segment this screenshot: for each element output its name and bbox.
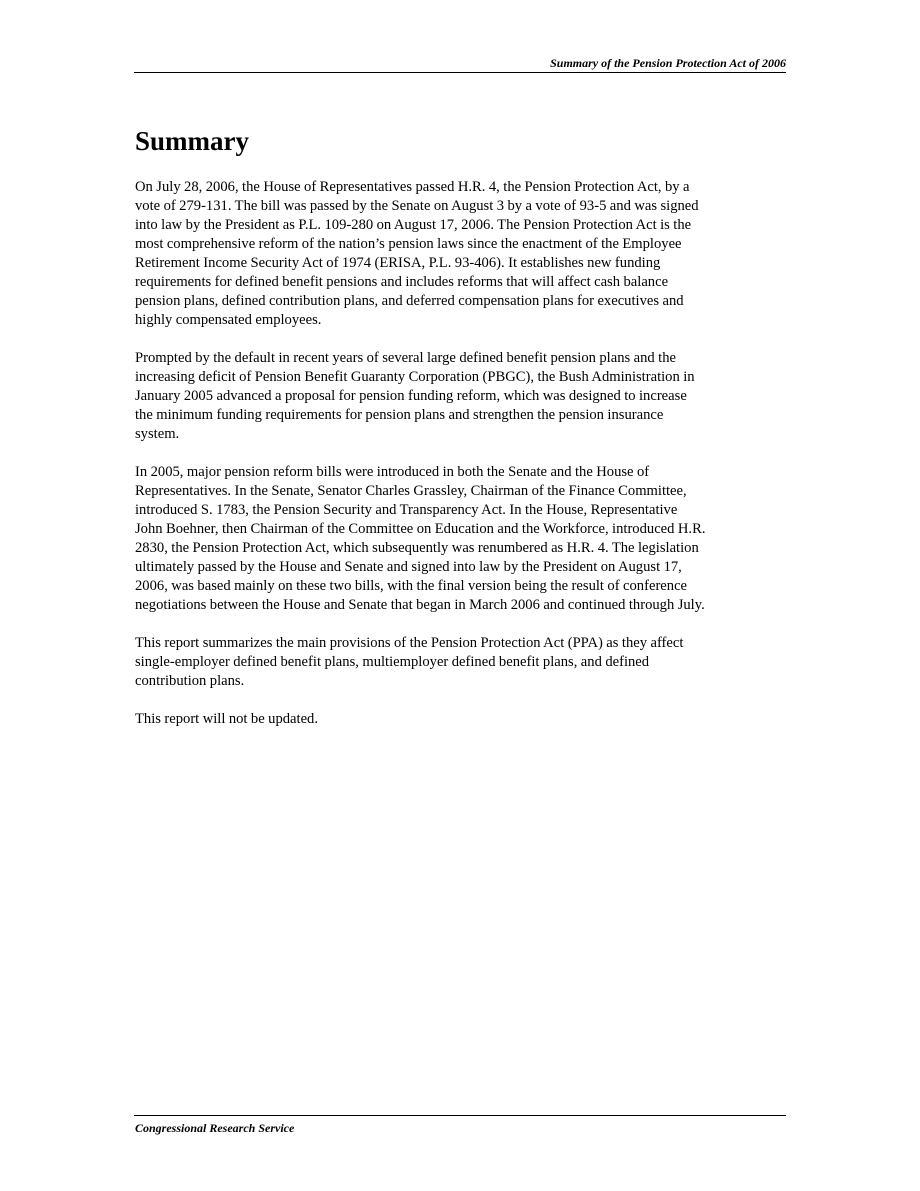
text-line: John Boehner, then Chairman of the Committee on Education and the Workforce, introduced H.R.: [135, 521, 706, 537]
text-line: This report summarizes the main provisions of the Pension Protection Act (PPA) as they affect: [135, 635, 684, 651]
footer-publisher: Congressional Research Service: [135, 1121, 295, 1135]
text-line: Representatives. In the Senate, Senator Charles Grassley, Chairman of the Finance Committee,: [135, 483, 687, 499]
text-line: This report will not be updated.: [135, 711, 319, 727]
text-line: negotiations between the House and Senate that began in March 2006 and continued through July.: [135, 597, 705, 613]
text-line: 2830, the Pension Protection Act, which subsequently was renumbered as H.R. 4. The legislation: [135, 540, 699, 556]
page-title: Summary: [135, 126, 249, 156]
text-line: single-employer defined benefit plans, multiemployer defined benefit plans, and defined: [135, 654, 650, 670]
running-header: [134, 56, 786, 73]
paragraph-update-note: [135, 710, 795, 729]
text-line: 2006, was based mainly on these two bills, with the final version being the result of conference: [135, 578, 688, 594]
text-line: contribution plans.: [135, 673, 245, 689]
text-line: the minimum funding requirements for pension plans and strengthen the pension insurance: [135, 407, 664, 423]
text-line: highly compensated employees.: [135, 312, 322, 328]
paragraph-scope: [135, 634, 795, 691]
text-line: introduced S. 1783, the Pension Security and Transparency Act. In the House, Representative: [135, 502, 678, 518]
summary-body: [135, 178, 795, 748]
text-line: into law by the President as P.L. 109-280 on August 17, 2006. The Pension Protection Act is the: [135, 217, 692, 233]
text-line: January 2005 advanced a proposal for pension funding reform, which was designed to increase: [135, 388, 687, 404]
text-line: Prompted by the default in recent years of several large defined benefit pension plans and the: [135, 350, 676, 366]
paragraph-legislative-history: [135, 463, 795, 615]
text-line: most comprehensive reform of the nation’s pension laws since the enactment of the Employee: [135, 236, 682, 252]
text-line: pension plans, defined contribution plans, and deferred compensation plans for executives and: [135, 293, 684, 309]
paragraph-enactment: [135, 178, 795, 330]
text-line: increasing deficit of Pension Benefit Guaranty Corporation (PBGC), the Bush Administration in: [135, 369, 695, 385]
text-line: Retirement Income Security Act of 1974 (ERISA, P.L. 93-406). It establishes new funding: [135, 255, 661, 271]
text-line: system.: [135, 426, 180, 442]
running-footer: [134, 1115, 786, 1135]
paragraph-background: [135, 349, 795, 444]
text-line: ultimately passed by the House and Senate and signed into law by the President on August 17,: [135, 559, 682, 575]
text-line: In 2005, major pension reform bills were introduced in both the Senate and the House of: [135, 464, 650, 480]
running-header-title: Summary of the Pension Protection Act of 2006: [550, 56, 786, 70]
text-line: On July 28, 2006, the House of Representatives passed H.R. 4, the Pension Protection Act, by a: [135, 179, 690, 195]
text-line: vote of 279-131. The bill was passed by the Senate on August 3 by a vote of 93-5 and was signed: [135, 198, 699, 214]
text-line: requirements for defined benefit pensions and includes reforms that will affect cash balance: [135, 274, 669, 290]
